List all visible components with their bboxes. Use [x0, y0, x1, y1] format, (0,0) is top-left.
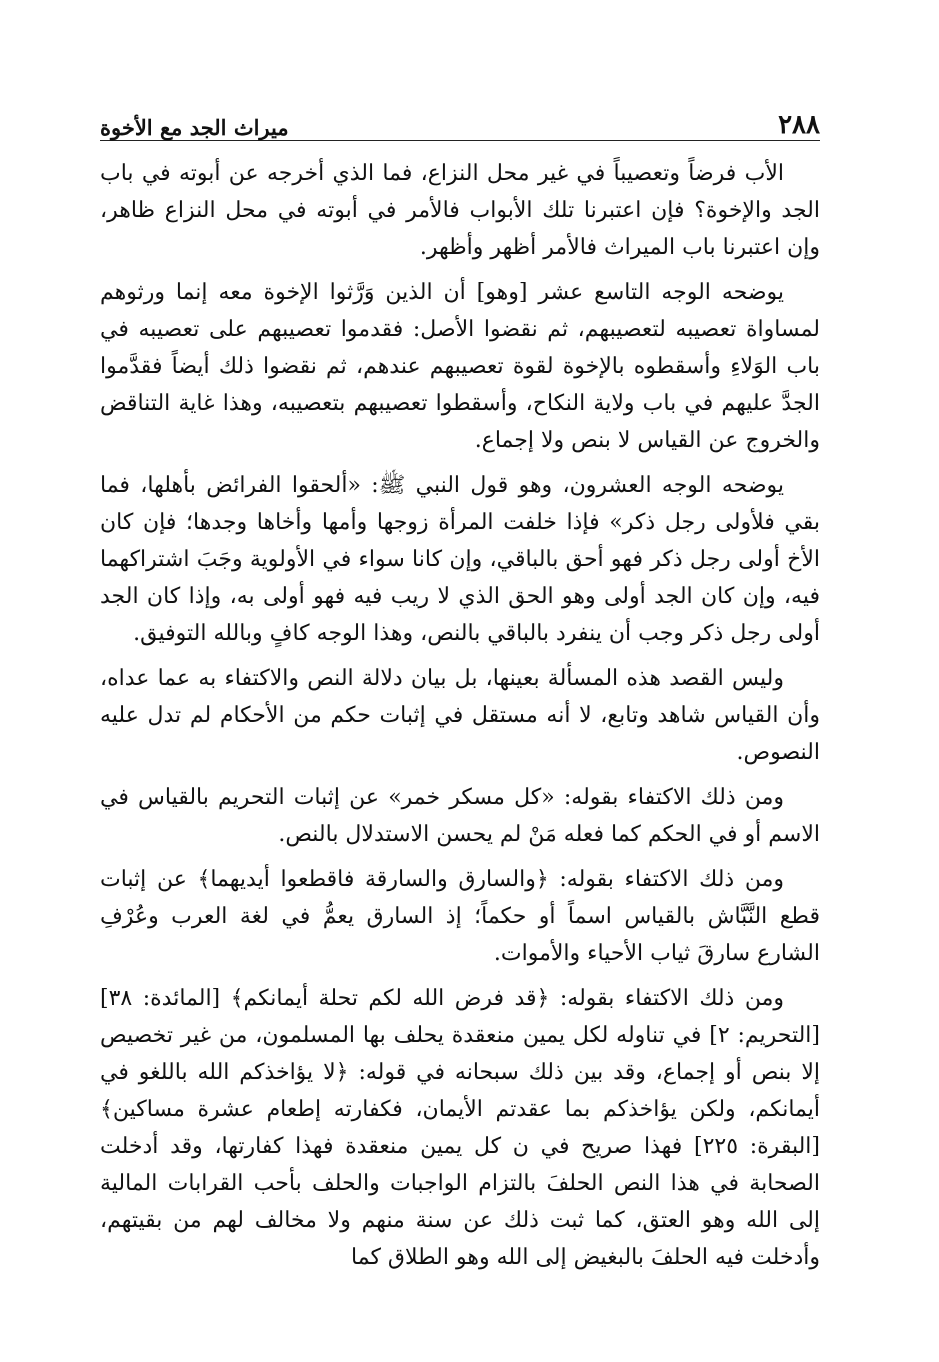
- paragraph: يوضحه الوجه العشرون، وهو قول النبي ﷺ: «ألحقوا الفرائض بأهلها، فما بقي فلأولى رجل ذكر» فإذا خلفت المرأة زوجها وأمها وأخاها وجدها؛ فإن كان الأخ أولى رجل ذكر فهو أحق بالباقي، وإن كانا سواء في الأولوية وجَبَ اشتراكهما فيه، وإن كان الجد أولى وهو الحق الذي لا ريب فيه فهو أولى به، وإذا كان الجد أولى رجل ذكر وجب أن ينفرد بالباقي بالنص، وهذا الوجه كافٍ وبالله التوفيق.: [100, 473, 820, 646]
- book-page: [100, 100, 820, 1284]
- body-text: [100, 155, 820, 1276]
- running-head: [100, 100, 820, 141]
- paragraph: الأب فرضاً وتعصيباً في غير محل النزاع، فما الذي أخرجه عن أبوته في باب الجد والإخوة؟ فإن اعتبرنا تلك الأبواب فالأمر في أبوته في محل النزاع ظاهر، وإن اعتبرنا باب الميراث فالأمر أظهر وأظهر.: [100, 161, 820, 260]
- paragraph: ومن ذلك الاكتفاء بقوله: ﴿والسارق والسارقة فاقطعوا أيديهما﴾ عن إثبات قطع النَّبَّاش بالقياس اسماً أو حكماً؛ إذ السارق يعمُّ في لغة العرب وعُرْفِ الشارع سارقَ ثياب الأحياء والأموات.: [100, 867, 820, 966]
- page-number: ٢٨٨: [778, 110, 820, 140]
- paragraph: ومن ذلك الاكتفاء بقوله: ﴿قد فرض الله لكم تحلة أيمانكم﴾ [المائدة: ٣٨] [التحريم: ٢] في تناوله لكل يمين منعقدة يحلف بها المسلمون، من غير تخصيص إلا بنص أو إجماع، وقد بين ذلك سبحانه في قوله: ﴿لا يؤاخذكم الله باللغو في أيمانكم، ولكن يؤاخذكم بما عقدتم الأيمان، فكفارته إطعام عشرة مساكين﴾ [البقرة: ٢٢٥] فهذا صريح في ن كل يمين منعقدة فهذا كفارتها، وقد أدخلت الصحابة في هذا النص الحلفَ بالتزام الواجبات والحلف بأحب القرابات المالية إلى الله وهو العتق، كما ثبت ذلك عن سنة منهم ولا مخالف لهم من بقيتهم، وأدخلت فيه الحلفَ بالبغيض إلى الله وهو الطلاق كما: [100, 986, 820, 1270]
- paragraph: يوضحه الوجه التاسع عشر [وهو] أن الذين وَرَّثوا الإخوة معه إنما ورثوهم لمساواة تعصيبه لتعصيبهم، ثم نقضوا الأصل: فقدموا تعصيبهم على تعصيبه في باب الوَلاءِ وأسقطوه بالإخوة لقوة تعصيبهم عندهم، ثم نقضوا ذلك أيضاً فقدَّموا الجدَّ عليهم في باب ولاية النكاح، وأسقطوا تعصيبهم بتعصيبه، وهذا غاية التناقض والخروج عن القياس لا بنص ولا إجماع.: [100, 280, 820, 453]
- paragraph: وليس القصد هذه المسألة بعينها، بل بيان دلالة النص والاكتفاء به عما عداه، وأن القياس شاهد وتابع، لا أنه مستقل في إثبات حكم من الأحكام لم تدل عليه النصوص.: [100, 666, 820, 765]
- paragraph: ومن ذلك الاكتفاء بقوله: «كل مسكر خمر» عن إثبات التحريم بالقياس في الاسم أو في الحكم كما فعله مَنْ لم يحسن الاستدلال بالنص.: [100, 785, 820, 847]
- running-title: ميراث الجد مع الأخوة: [100, 115, 289, 140]
